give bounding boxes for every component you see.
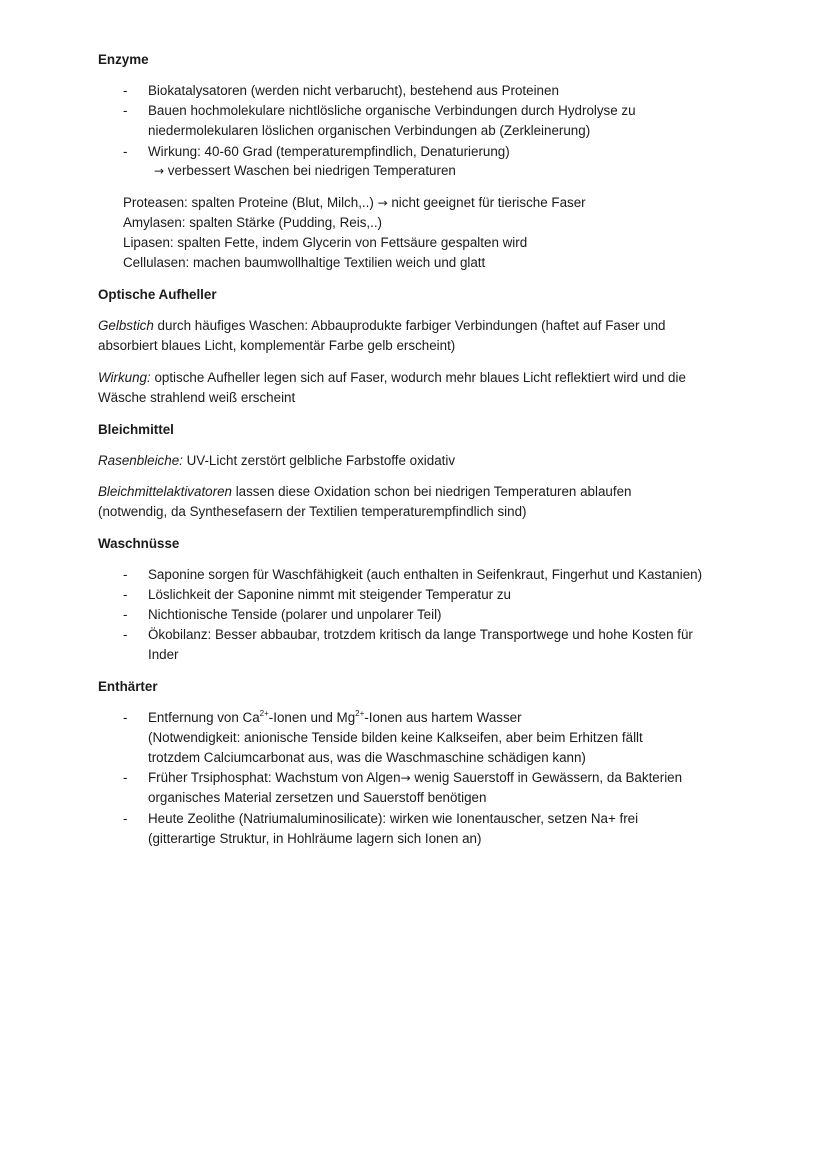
arrow-icon: → (400, 771, 411, 785)
arrow-icon: → (154, 164, 165, 178)
list-item: Saponine sorgen für Waschfähigkeit (auch enthalten in Seifenkraut, Fingerhut und Kastanien) (148, 567, 703, 582)
list-item-continuation: (gitterartige Struktur, in Hohlräume lagern sich Ionen an) (148, 831, 482, 846)
bullet-dash: - (123, 770, 128, 785)
bullet-dash: - (123, 811, 128, 826)
proteasen-note: nicht geeignet für tierische Faser (391, 195, 586, 210)
list-item (148, 768, 682, 788)
bullet-dash: - (123, 83, 128, 98)
enzyme-cellulasen: Cellulasen: machen baumwollhaltige Textilien weich und glatt (123, 255, 486, 270)
term-rasenbleiche: Rasenbleiche: (98, 453, 183, 468)
paragraph-rasenbleiche (98, 451, 455, 471)
arrow-icon: → (377, 196, 388, 210)
bullet-dash: - (123, 103, 128, 118)
paragraph-gelbstich-line2: absorbiert blaues Licht, komplementär Farbe gelb erscheint) (98, 338, 456, 353)
list-item-continuation (154, 161, 456, 181)
text-part: Entfernung von Ca (148, 710, 260, 725)
list-item (148, 708, 522, 728)
term-gelbstich: Gelbstich (98, 318, 154, 333)
paragraph-wirkung (98, 368, 686, 388)
heading-enthaerter: Enthärter (98, 679, 158, 694)
bullet-dash: - (123, 607, 128, 622)
superscript-charge: 2+ (355, 708, 365, 718)
arrow-text: verbessert Waschen bei niedrigen Temperaturen (167, 163, 456, 178)
wirkung-text: optische Aufheller legen sich auf Faser, wodurch mehr blaues Licht reflektiert wird und die (150, 370, 686, 385)
paragraph-aktivatoren (98, 482, 631, 502)
enzyme-amylasen: Amylasen: spalten Stärke (Pudding, Reis,..) (123, 215, 383, 230)
bullet-dash: - (123, 587, 128, 602)
list-item: Ökobilanz: Besser abbaubar, trotzdem kritisch da lange Transportwege und hohe Kosten für (148, 627, 693, 642)
text-part: Früher Trsiphosphat: Wachstum von Algen (148, 770, 401, 785)
heading-waschnuesse: Waschnüsse (98, 536, 180, 551)
heading-enzyme: Enzyme (98, 52, 149, 67)
paragraph-aktivatoren-line2: (notwendig, da Synthesefasern der Textilien temperaturempfindlich sind) (98, 504, 527, 519)
bullet-dash: - (123, 627, 128, 642)
list-item: Bauen hochmolekulare nichtlösliche organische Verbindungen durch Hydrolyse zu (148, 103, 636, 118)
text-part: wenig Sauerstoff in Gewässern, da Bakterien (410, 770, 683, 785)
text-part: -Ionen und Mg (268, 710, 356, 725)
term-bleichmittelaktivatoren: Bleichmittelaktivatoren (98, 484, 232, 499)
list-item: Nichtionische Tenside (polarer und unpolarer Teil) (148, 607, 442, 622)
aktivatoren-text: lassen diese Oxidation schon bei niedrigen Temperaturen ablaufen (231, 484, 632, 499)
proteasen-text: Proteasen: spalten Proteine (Blut, Milch,..) (123, 195, 374, 210)
list-item: Löslichkeit der Saponine nimmt mit steigender Temperatur zu (148, 587, 511, 602)
bullet-dash: - (123, 710, 128, 725)
heading-bleichmittel: Bleichmittel (98, 422, 174, 437)
list-item-continuation: (Notwendigkeit: anionische Tenside bilden keine Kalkseifen, aber beim Erhitzen fällt (148, 730, 643, 745)
superscript-charge: 2+ (259, 708, 269, 718)
enzyme-proteasen (123, 193, 586, 213)
enzyme-lipasen: Lipasen: spalten Fette, indem Glycerin von Fettsäure gespalten wird (123, 235, 528, 250)
list-item-continuation: Inder (148, 647, 179, 662)
list-item: Wirkung: 40-60 Grad (temperaturempfindlich, Denaturierung) (148, 144, 510, 159)
list-item-continuation: niedermolekularen löslichen organischen Verbindungen ab (Zerkleinerung) (148, 123, 591, 138)
paragraph-gelbstich (98, 316, 666, 336)
list-item-continuation: organisches Material zersetzen und Sauerstoff benötigen (148, 790, 487, 805)
gelbstich-text: durch häufiges Waschen: Abbauprodukte farbiger Verbindungen (haftet auf Faser und (153, 318, 666, 333)
rasenbleiche-text: UV-Licht zerstört gelbliche Farbstoffe oxidativ (182, 453, 456, 468)
bullet-dash: - (123, 144, 128, 159)
paragraph-wirkung-line2: Wäsche strahlend weiß erscheint (98, 390, 296, 405)
heading-optische-aufheller: Optische Aufheller (98, 287, 217, 302)
list-item: Heute Zeolithe (Natriumaluminosilicate): wirken wie Ionentauscher, setzen Na+ frei (148, 811, 639, 826)
list-item-continuation: trotzdem Calciumcarbonat aus, was die Waschmaschine schädigen kann) (148, 750, 586, 765)
term-wirkung: Wirkung: (98, 370, 151, 385)
bullet-dash: - (123, 567, 128, 582)
list-item: Biokatalysatoren (werden nicht verbarucht), bestehend aus Proteinen (148, 83, 559, 98)
text-part: -Ionen aus hartem Wasser (364, 710, 522, 725)
